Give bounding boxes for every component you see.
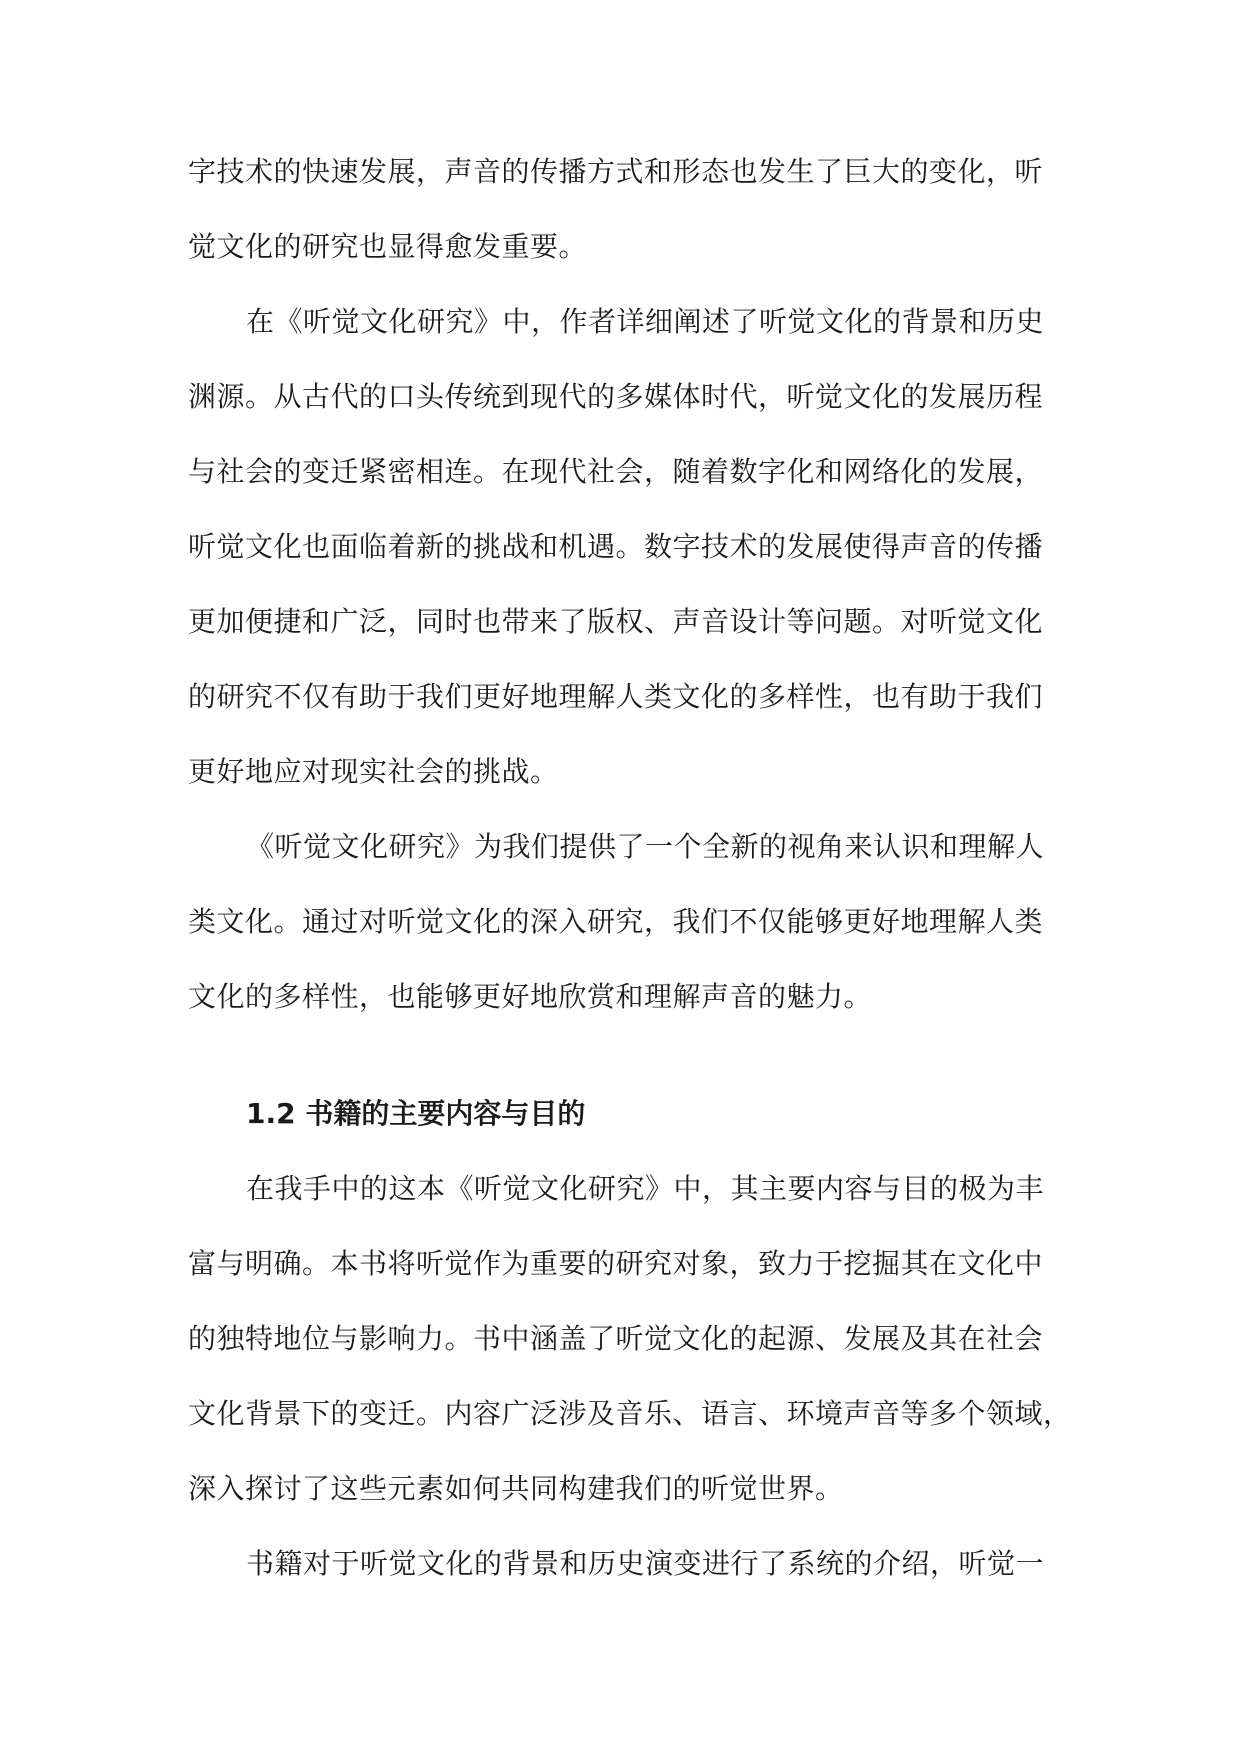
paragraph-line: 富与明确。本书将听觉作为重要的研究对象，致力于挖掘其在文化中 (188, 1247, 1044, 1280)
paragraph-line: 《听觉文化研究》为我们提供了一个全新的视角来认识和理解人 (246, 830, 1045, 863)
paragraph-line: 字技术的快速发展，声音的传播方式和形态也发生了巨大的变化，听 (188, 155, 1044, 188)
paragraph-line: 在《听觉文化研究》中，作者详细阐述了听觉文化的背景和历史 (246, 305, 1045, 338)
paragraph-line: 觉文化的研究也显得愈发重要。 (188, 230, 588, 263)
paragraph-line: 文化背景下的变迁。内容广泛涉及音乐、语言、环境声音等多个领域， (188, 1397, 1072, 1430)
paragraph-line: 书籍对于听觉文化的背景和历史演变进行了系统的介绍，听觉一 (246, 1547, 1045, 1580)
paragraph-line: 更好地应对现实社会的挑战。 (188, 755, 559, 788)
paragraph-line: 文化的多样性，也能够更好地欣赏和理解声音的魅力。 (188, 980, 873, 1013)
paragraph-line: 深入探讨了这些元素如何共同构建我们的听觉世界。 (188, 1472, 844, 1505)
paragraph-line: 类文化。通过对听觉文化的深入研究，我们不仅能够更好地理解人类 (188, 905, 1044, 938)
paragraph-line: 的独特地位与影响力。书中涵盖了听觉文化的起源、发展及其在社会 (188, 1322, 1044, 1355)
paragraph-line: 渊源。从古代的口头传统到现代的多媒体时代，听觉文化的发展历程 (188, 380, 1044, 413)
paragraph-line: 更加便捷和广泛，同时也带来了版权、声音设计等问题。对听觉文化 (188, 605, 1044, 638)
paragraph-line: 听觉文化也面临着新的挑战和机遇。数字技术的发展使得声音的传播 (188, 530, 1044, 563)
paragraph-line: 的研究不仅有助于我们更好地理解人类文化的多样性，也有助于我们 (188, 680, 1044, 713)
paragraph-line: 与社会的变迁紧密相连。在现代社会，随着数字化和网络化的发展， (188, 455, 1044, 488)
section-heading: 1.2 书籍的主要内容与目的 (246, 1097, 586, 1130)
paragraph-line: 在我手中的这本《听觉文化研究》中，其主要内容与目的极为丰 (246, 1172, 1045, 1205)
